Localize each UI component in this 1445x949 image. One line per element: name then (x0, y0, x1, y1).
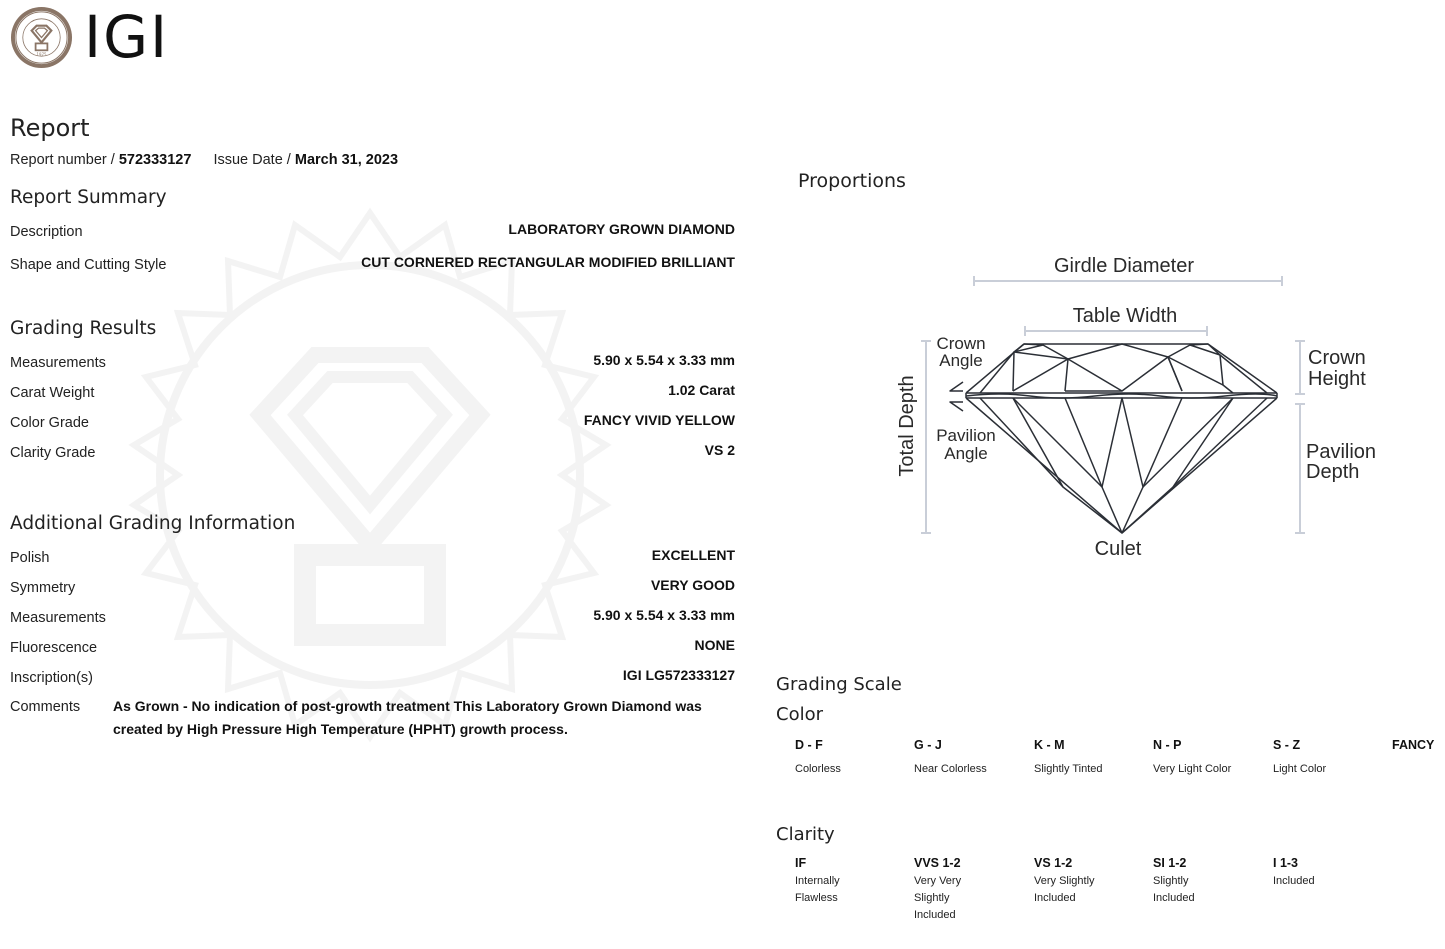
color-scale-title: Color (776, 704, 823, 725)
report-number-value: 572333127 (118, 152, 192, 168)
clarity-scale-item (914, 856, 1032, 924)
comments-label: Comments (10, 699, 81, 715)
color-grade-range: FANCY (1392, 738, 1435, 752)
grading-results-title: Grading Results (10, 318, 157, 339)
measurements-label: Measurements (10, 355, 106, 371)
color-grade-range: K - M (1034, 738, 1065, 752)
color-scale-item (1273, 738, 1391, 778)
measurements-2-label: Measurements (10, 610, 106, 626)
carat-weight-label: Carat Weight (10, 385, 95, 401)
diamond-proportions-diagram (880, 240, 1400, 570)
fluorescence-label: Fluorescence (10, 640, 98, 656)
clarity-scale-item (1034, 856, 1152, 907)
color-grade-range: S - Z (1273, 738, 1301, 752)
igi-logo-text: IGI (84, 3, 170, 71)
measurements-value: 5.90 x 5.54 x 3.33 mm (593, 352, 735, 368)
fluorescence-value: NONE (694, 637, 735, 653)
clarity-grade-value: VS 2 (704, 442, 735, 458)
color-grade-range: D - F (795, 738, 823, 752)
clarity-grade-range: SI 1-2 (1153, 856, 1187, 870)
crown-angle-label-2: Angle (939, 351, 983, 370)
clarity-grade-range: IF (795, 856, 807, 870)
color-scale-item (1034, 738, 1152, 778)
clarity-grade-range: I 1-3 (1273, 856, 1299, 870)
shape-label: Shape and Cutting Style (10, 257, 167, 273)
svg-text:1975: 1975 (36, 52, 47, 58)
polish-value: EXCELLENT (651, 547, 735, 563)
color-grade-range: G - J (914, 738, 942, 752)
pavilion-angle-label-2: Angle (944, 444, 988, 463)
clarity-scale-item (1273, 856, 1391, 890)
clarity-scale-item (795, 856, 913, 907)
clarity-grade-range: VS 1-2 (1034, 856, 1073, 870)
carat-weight-value: 1.02 Carat (668, 382, 735, 398)
diamond-outline (950, 344, 1277, 533)
grading-scale-title: Grading Scale (776, 674, 902, 695)
issue-date-label: Issue Date / (213, 152, 291, 168)
report-summary-title: Report Summary (10, 187, 167, 208)
polish-label: Polish (10, 550, 50, 566)
color-grade-value: FANCY VIVID YELLOW (583, 412, 735, 428)
color-scale-item (1153, 738, 1271, 778)
clarity-scale-item (1153, 856, 1271, 907)
clarity-scale-row (0, 856, 1445, 936)
report-number-label: Report number / (10, 152, 115, 168)
igi-seal-watermark (100, 205, 640, 745)
color-grade-desc: Colorless (795, 763, 841, 775)
color-scale-row (0, 738, 1445, 788)
clarity-grade-desc: Included (1273, 875, 1315, 887)
girdle-diameter-label: Girdle Diameter (1053, 255, 1195, 277)
clarity-grade-desc: Internally Flawless (795, 875, 840, 904)
inscription-label: Inscription(s) (10, 670, 93, 686)
table-width-label: Table Width (1072, 305, 1178, 327)
clarity-grade-label: Clarity Grade (10, 445, 96, 461)
igi-seal-logo (10, 6, 73, 69)
color-grade-desc: Light Color (1273, 763, 1327, 775)
clarity-grade-desc: Very Very Slightly Included (914, 875, 962, 921)
color-grade-desc: Near Colorless (914, 763, 987, 775)
symmetry-label: Symmetry (10, 580, 76, 596)
color-scale-item (795, 738, 913, 778)
total-depth-label: Total Depth (896, 375, 918, 477)
report-title: Report (10, 114, 90, 142)
crown-height-label-1: Crown (1308, 347, 1366, 369)
proportions-title: Proportions (798, 170, 906, 192)
pavilion-depth-label-1: Pavilion (1306, 441, 1377, 463)
report-meta (10, 152, 398, 168)
color-scale-item (914, 738, 1032, 778)
color-grade-desc: Slightly Tinted (1034, 763, 1103, 775)
color-grade-desc: Very Light Color (1153, 763, 1232, 775)
clarity-grade-desc: Slightly Included (1153, 875, 1195, 904)
description-label: Description (10, 224, 83, 240)
shape-value: CUT CORNERED RECTANGULAR MODIFIED BRILLIANT (361, 254, 735, 270)
comments-value: As Grown - No indication of post-growth treatment This Laboratory Grown Diamond was created by High Pressure High Temperature (HPHT) growth process. (113, 698, 702, 737)
color-scale-item (1392, 738, 1445, 752)
color-grade-label: Color Grade (10, 415, 89, 431)
clarity-grade-desc: Very Slightly Included (1034, 875, 1095, 904)
description-value: LABORATORY GROWN DIAMOND (508, 221, 735, 237)
additional-info-title: Additional Grading Information (10, 513, 296, 534)
inscription-value: IGI LG572333127 (622, 667, 735, 683)
issue-date-value: March 31, 2023 (294, 152, 399, 168)
pavilion-angle-label-1: Pavilion (936, 426, 996, 445)
measurements-2-value: 5.90 x 5.54 x 3.33 mm (593, 607, 735, 623)
pavilion-depth-label-2: Depth (1306, 461, 1360, 483)
clarity-scale-title: Clarity (776, 824, 835, 845)
crown-angle-label-1: Crown (936, 334, 986, 353)
symmetry-value: VERY GOOD (650, 577, 735, 593)
color-grade-range: N - P (1153, 738, 1182, 752)
crown-height-label-2: Height (1308, 368, 1366, 390)
clarity-grade-range: VVS 1-2 (914, 856, 961, 870)
culet-label: Culet (1094, 538, 1142, 560)
